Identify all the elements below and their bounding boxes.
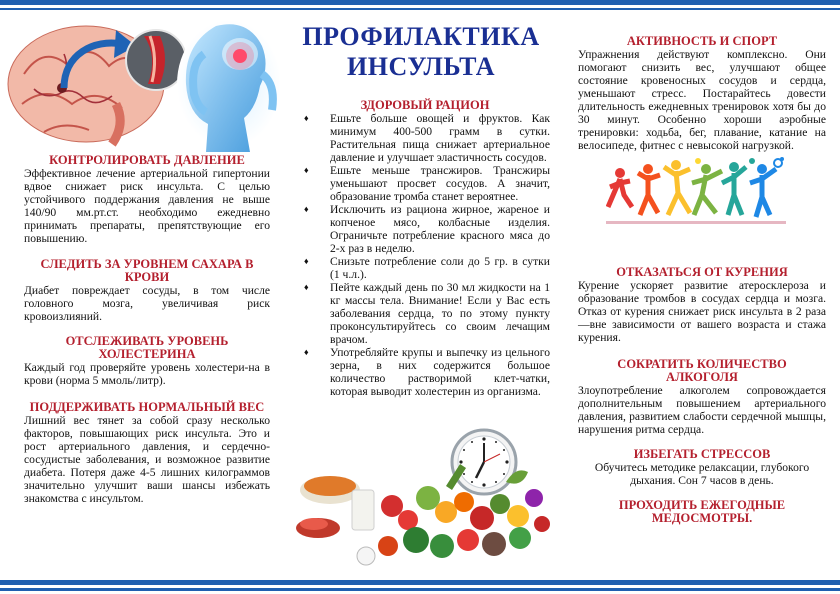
section-text: Лишний вес тянет за собой сразу несколько факторов, повышающих риск инсульта. Это и рост артериального давления, и сердечно-сосудистые заболевания, и возможное развитие диабета. Потеря даже 4-5 лишних килограммов значительно улучшит ваши шансы избежать знакомства с инсультом. [24, 414, 270, 505]
list-item-text: Снизьте потребление соли до 5 гр. в сутки (1 ч.л.). [330, 255, 550, 281]
list-item-text: Пейте каждый день по 30 мл жидкости на 1 кг массы тела. Внимание! Если у Вас есть заболевания сердца, то по этому пункту проконсультируйтесь со своим лечащим врачом. [330, 281, 550, 346]
section-text: Диабет повреждает сосуды, в том числе головного мозга, увеличивая риск кровоизлияний. [24, 284, 270, 323]
list-item-text: Ешьте больше овощей и фруктов. Как минимум 400-500 грамм в сутки. Растительная пища снижает артериальное давление и улучшает эластичность сосудов. [330, 112, 550, 164]
list-item-text: Ешьте меньше трансжиров. Трансжиры уменьшают просвет сосудов. А значит, образование тромба станет вероятнее. [330, 164, 550, 203]
section-heading: КОНТРОЛИРОВАТЬ ДАВЛЕНИЕ [49, 153, 245, 167]
section-heading: ИЗБЕГАТЬ СТРЕССОВ [633, 447, 771, 461]
section-alcohol [578, 358, 826, 436]
list-item [300, 281, 550, 346]
brain-stroke-illustration [4, 14, 280, 152]
diamond-bullet-icon: ♦ [304, 113, 309, 123]
section-cholesterol [24, 335, 270, 387]
list-item [300, 112, 550, 164]
list-item-text: Исключить из рациона жирное, жареное и копченое мясо, колбасные изделия. Ограничьте потребление красного мяса до 2-х раз в неделю. [330, 203, 550, 255]
section-heading: ОТКАЗАТЬСЯ ОТ КУРЕНИЯ [616, 265, 788, 279]
section-heading: ОТСЛЕЖИВАТЬ УРОВЕНЬ ХОЛЕСТЕРИНА [65, 334, 229, 361]
food-clock-illustration [296, 428, 554, 576]
section-heading: ЗДОРОВЫЙ РАЦИОН [360, 98, 490, 112]
section-heading: СЛЕДИТЬ ЗА УРОВНЕМ САХАРА В КРОВИ [40, 257, 254, 284]
diamond-bullet-icon: ♦ [304, 256, 309, 266]
sport-silhouettes-illustration [606, 155, 802, 225]
bottom-stripe-thin [0, 588, 840, 591]
section-sugar [24, 258, 270, 323]
top-stripe-thin [0, 8, 840, 10]
section-heading: СОКРАТИТЬ КОЛИЧЕСТВО АЛКОГОЛЯ [617, 357, 787, 384]
diet-list [300, 112, 550, 398]
section-sport [578, 35, 826, 152]
list-item [300, 255, 550, 281]
section-weight [24, 401, 270, 505]
top-stripe [0, 0, 840, 5]
section-text: Обучитесь методике релаксации, глубокого дыхания. Сон 7 часов в день. [594, 461, 810, 487]
section-text: Упражнения действуют комплексно. Они помогают снизить вес, улучшают общее состояние кровеносных сосудов и сердца, уменьшают стресс. Постарайтесь довести длительность ежедневных тренировок хотя бы до 30 минут. Особенно хороши аэробные тренировки: ходьба, бег, плавание, катание на велосипеде, фитнес с невысокой нагрузкой. [578, 48, 826, 152]
diamond-bullet-icon: ♦ [304, 347, 309, 357]
section-text: Каждый год проверяйте уровень холестери-на в крови (норма 5 ммоль/литр). [24, 361, 270, 387]
section-stress [578, 448, 826, 487]
list-item [300, 164, 550, 203]
section-heading: ПРОХОДИТЬ ЕЖЕГОДНЫЕ МЕДОСМОТРЫ. [618, 498, 786, 525]
bottom-stripe [0, 580, 840, 585]
section-text: Злоупотребление алкоголем сопровождается дополнительным повышением артериального давления, развитием слабости сердечной мышцы, нарушения ритма сердца. [578, 384, 826, 436]
list-item-text: Употребляйте крупы и выпечку из цельного зерна, в них содержится большое количество растворимой клет-чатки, которая выводит холестерин из организма. [330, 346, 550, 398]
section-text: Курение ускоряет развитие атеросклероза и образование тромбов в сосудах сердца и мозга. Отказ от курения снижает риск инсульта в 2 раза—вне зависимости от вашего возраста и стажа курения. [578, 279, 826, 344]
list-item [300, 346, 550, 398]
title-line-2: ИНСУЛЬТА [347, 52, 495, 81]
section-pressure [24, 154, 270, 245]
diamond-bullet-icon: ♦ [304, 204, 309, 214]
list-item [300, 203, 550, 255]
diamond-bullet-icon: ♦ [304, 165, 309, 175]
section-diet [300, 99, 550, 398]
section-text: Эффективное лечение артериальной гипертонии вдвое снижает риск инсульта. С целью устойчивого поддержания давления не выше 140/90 мм.рт.ст. необходимо ежедневно принимать препараты, препятствующие его повышению. [24, 167, 270, 245]
diamond-bullet-icon: ♦ [304, 282, 309, 292]
title-line-1: ПРОФИЛАКТИКА [302, 22, 540, 51]
section-heading: АКТИВНОСТЬ И СПОРТ [626, 34, 778, 48]
section-heading: ПОДДЕРЖИВАТЬ НОРМАЛЬНЫЙ ВЕС [29, 400, 265, 414]
page-title [286, 22, 556, 82]
section-smoking [578, 266, 826, 344]
section-checkups [578, 499, 826, 525]
